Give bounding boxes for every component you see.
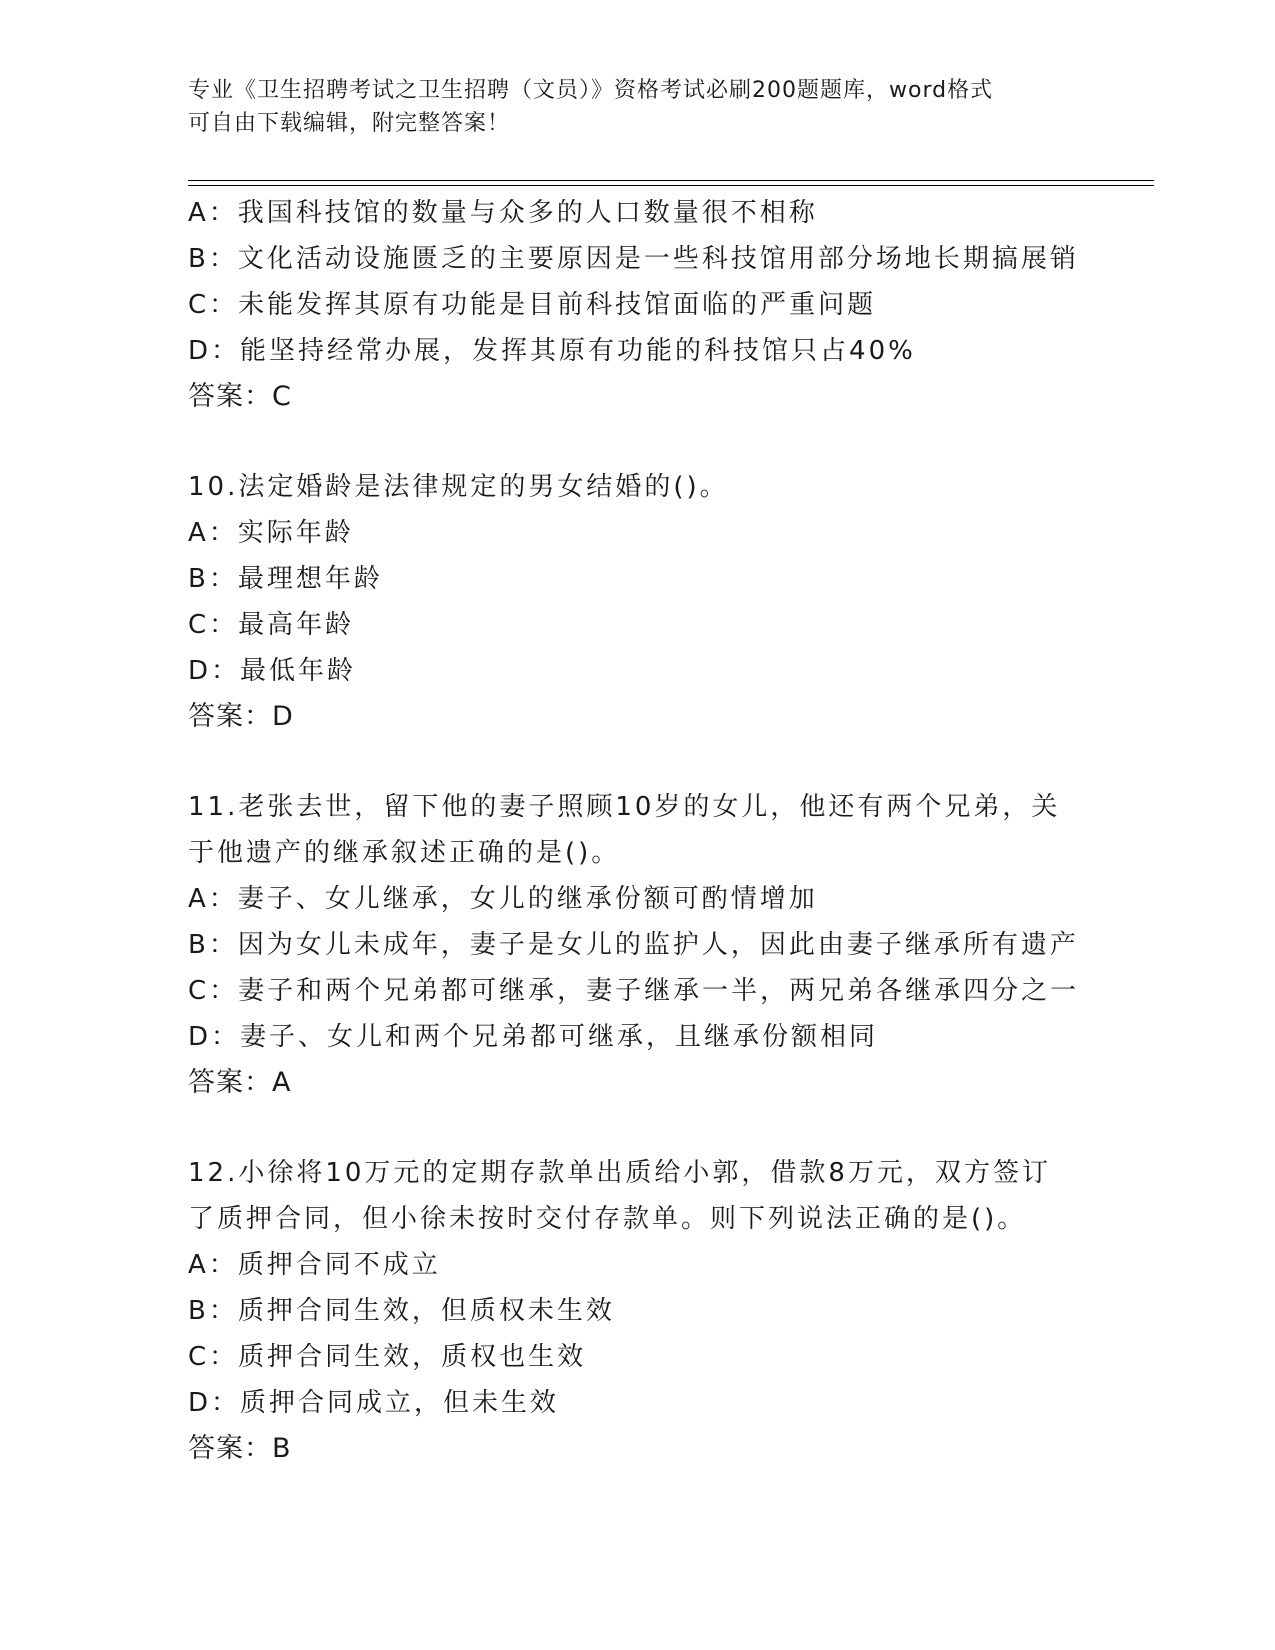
question-block — [188, 784, 1108, 1106]
header-divider-top — [188, 180, 1154, 181]
option-b: B：质押合同生效，但质权未生效 — [188, 1296, 615, 1326]
option-d: D：质押合同成立，但未生效 — [188, 1388, 560, 1418]
spacer — [188, 1106, 1108, 1150]
question-stem — [188, 1150, 1108, 1242]
option-c: C：质押合同生效，质权也生效 — [188, 1342, 587, 1372]
answer-line: 答案：B — [188, 1433, 292, 1464]
option-d: D：妻子、女儿和两个兄弟都可继承，且继承份额相同 — [188, 1022, 879, 1052]
option-c: C：妻子和两个兄弟都可继承，妻子继承一半，两兄弟各继承四分之一 — [188, 976, 1080, 1006]
option-c: C：最高年龄 — [188, 610, 355, 640]
option-b: B：最理想年龄 — [188, 564, 383, 594]
question-stem-line: 12.小徐将10万元的定期存款单出质给小郭，借款8万元，双方签订 — [188, 1158, 1051, 1188]
spacer — [188, 420, 1108, 464]
header-line-2: 可自由下载编辑，附完整答案！ — [188, 111, 511, 136]
option-a: A：我国科技馆的数量与众多的人口数量很不相称 — [188, 198, 818, 228]
header-divider-bottom — [188, 185, 1154, 186]
option-d: D：能坚持经常办展，发挥其原有功能的科技馆只占40% — [188, 336, 916, 366]
option-a: A：妻子、女儿继承，女儿的继承份额可酌情增加 — [188, 884, 818, 914]
answer-line: 答案：A — [188, 1067, 292, 1098]
option-a: A：质押合同不成立 — [188, 1250, 441, 1280]
question-stem — [188, 784, 1108, 876]
question-stem-line: 10.法定婚龄是法律规定的男女结婚的()。 — [188, 472, 729, 502]
question-block — [188, 1150, 1108, 1472]
question-list — [188, 190, 1108, 1472]
spacer — [188, 740, 1108, 784]
option-b: B：文化活动设施匮乏的主要原因是一些科技馆用部分场地长期搞展销 — [188, 244, 1079, 274]
question-stem-line: 11.老张去世，留下他的妻子照顾10岁的女儿，他还有两个兄弟，关 — [188, 792, 1061, 822]
option-a: A：实际年龄 — [188, 518, 354, 548]
document-header — [188, 74, 1088, 140]
answer-line: 答案：D — [188, 701, 294, 732]
option-d: D：最低年龄 — [188, 656, 357, 686]
header-line-1: 专业《卫生招聘考试之卫生招聘（文员）》资格考试必刷200题题库，word格式 — [188, 78, 994, 103]
option-c: C：未能发挥其原有功能是目前科技馆面临的严重问题 — [188, 290, 877, 320]
option-b: B：因为女儿未成年，妻子是女儿的监护人，因此由妻子继承所有遗产 — [188, 930, 1079, 960]
question-stem-line: 于他遗产的继承叙述正确的是()。 — [188, 838, 621, 868]
question-stem-line: 了质押合同，但小徐未按时交付存款单。则下列说法正确的是()。 — [188, 1204, 1027, 1234]
answer-line: 答案：C — [188, 381, 292, 412]
question-block — [188, 190, 1108, 420]
question-block — [188, 464, 1108, 740]
question-stem — [188, 464, 1108, 510]
